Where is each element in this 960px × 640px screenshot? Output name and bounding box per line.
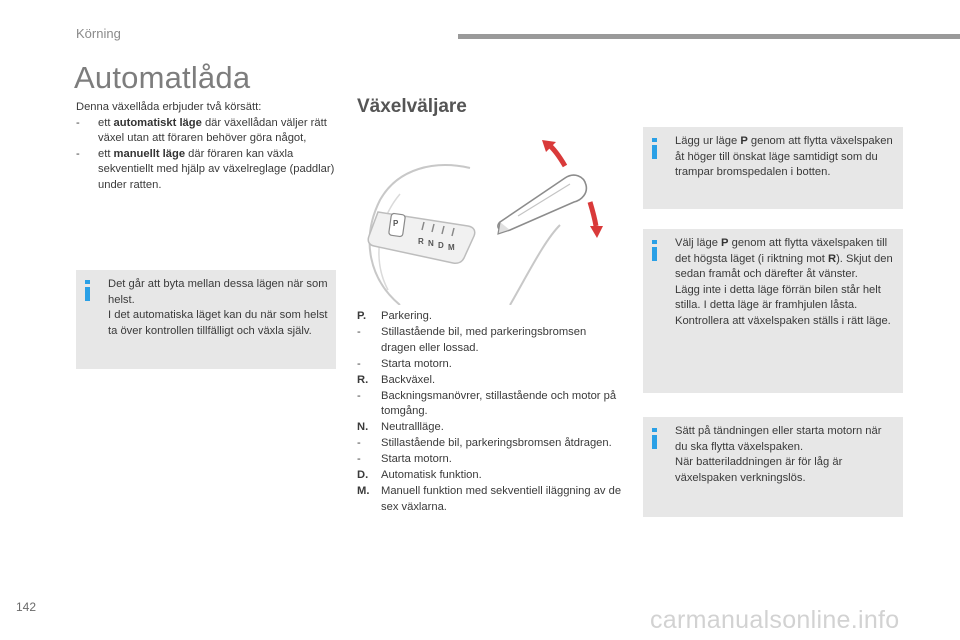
info-box-ignition (643, 417, 903, 517)
info-line: När batteriladdningen är för låg är växelspaken verkningslös. (675, 456, 843, 484)
list-dash: - (76, 116, 80, 129)
page-title: Automatlåda (74, 60, 251, 95)
gear-letter-p: P (740, 135, 748, 147)
intro-item-manual: - ett manuellt läge där föraren kan växla sekventiellt med hjälp av växelreglage (paddlar) under ratten. (76, 147, 335, 191)
park-letter: P (393, 219, 399, 228)
list-item: - Stillastående bil, med parkeringsbromsen dragen eller lossad. (357, 325, 587, 354)
selector-heading: Växelväljare (357, 96, 467, 117)
info-line: Sätt på tändningen eller starta motorn när du ska flytta växelspaken. (675, 425, 882, 453)
intro-lead: Denna växellåda erbjuder två körsätt: (76, 101, 262, 113)
gear-position-list (357, 309, 622, 516)
list-item: R. Backväxel. (357, 373, 436, 386)
arrow-down-shaft (590, 202, 596, 226)
intro-text-block (76, 100, 346, 193)
page-number: 142 (16, 600, 37, 614)
console-right-outline (510, 225, 560, 305)
gate-letter-m: M (448, 243, 455, 252)
info-line: Det går att byta mellan dessa lägen när som helst. (108, 278, 328, 306)
info-box-modes (76, 270, 336, 369)
info-box-leave-park: Lägg ur läge P genom att flytta växelspaken åt höger till önskat läge samtidigt som du trampar bromspedalen i botten. (643, 127, 903, 209)
gear-letter-r: R (827, 252, 837, 265)
list-item: - Stillastående bil, parkeringsbromsen åtdragen. (357, 437, 612, 450)
arrow-down-icon (590, 226, 603, 238)
list-item: P. Parkering. (357, 310, 432, 322)
intro-bold-term: manuellt läge (113, 147, 186, 160)
intro-item-automatic: - ett automatiskt läge där växellådan väljer rätt växel utan att föraren behöver göra något, (76, 116, 327, 144)
gate-letter-r: R (418, 237, 424, 246)
info-box-select-park: Välj läge P genom att flytta växelspaken till det högsta läget (i riktning mot R). Skjut den sedan framåt och därefter åt vänster. Lägg inte i detta läge förrän bilen står helt stilla. I detta läge är framhjulen låsta. Kontrollera att växelspaken ställs i rätt läge. (643, 229, 903, 393)
list-item: - Starta motorn. (357, 357, 452, 370)
gear-selector-illustration (360, 130, 620, 305)
info-line: Lägg inte i detta läge förrän bilen står helt stilla. I detta läge är framhjulen låsta. Kontrollera att växelspaken ställs i rätt läge. (675, 283, 891, 327)
info-line: I det automatiska läget kan du när som helst ta över kontrollen tillfälligt och växla själv. (108, 309, 328, 337)
gear-lever (498, 175, 586, 231)
list-dash: - (76, 147, 80, 160)
list-item: D. Automatisk funktion. (357, 469, 482, 482)
list-item: M. Manuell funktion med sekventiell iläggning av de sex växlarna. (357, 484, 622, 513)
gate-letter-d: D (438, 241, 444, 250)
list-item: - Backningsmanövrer, stillastående och motor på tomgång. (357, 389, 617, 418)
gate-letter-n: N (428, 239, 434, 248)
section-label: Körning (76, 26, 121, 41)
section-divider-bar (458, 34, 960, 39)
list-item: N. Neutrallläge. (357, 421, 444, 434)
gear-letter-p: P (721, 237, 729, 249)
list-item: - Starta motorn. (357, 453, 452, 466)
intro-bold-term: automatiskt läge (113, 116, 202, 129)
watermark: carmanualsonline.info (650, 606, 900, 634)
